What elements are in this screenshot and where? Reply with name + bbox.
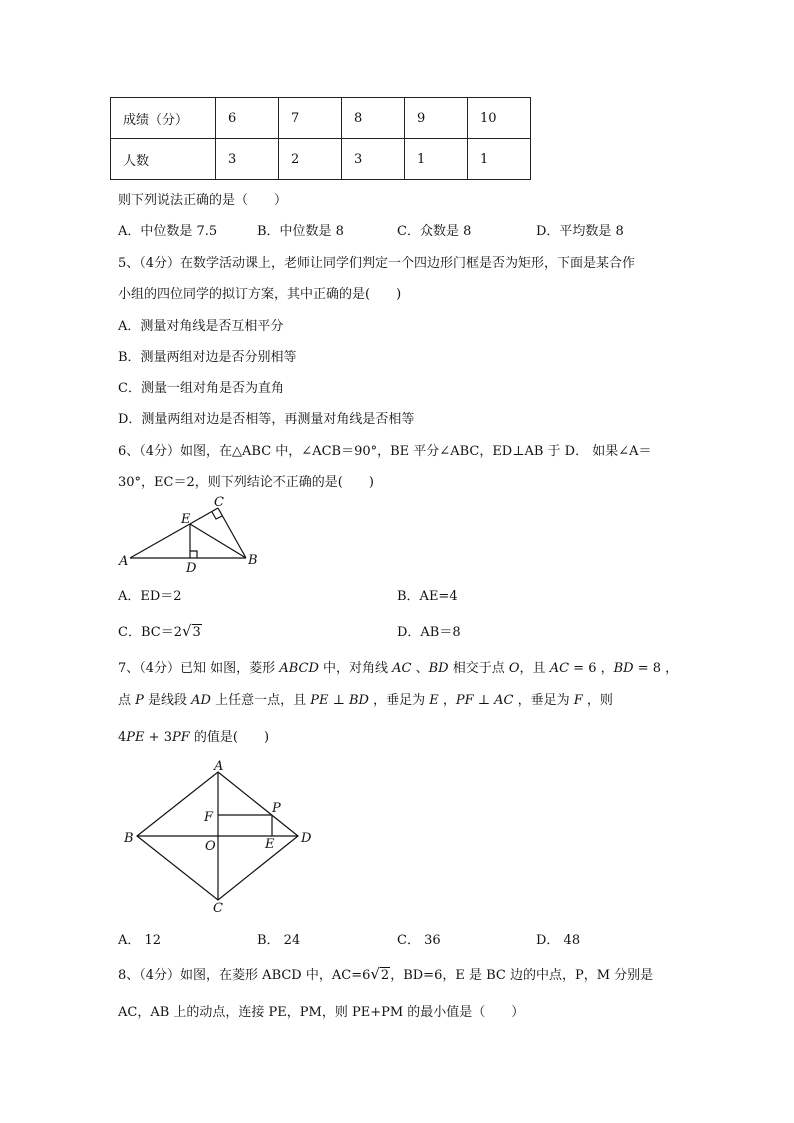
q7-label-b: B	[124, 831, 134, 846]
q7-option-d[interactable]: D． 48	[536, 933, 581, 948]
q7-stem-line3: 4PE + 3PF 的值是( )	[118, 730, 270, 745]
table-cell: 成绩（分）	[111, 98, 216, 139]
table-cell: 7	[279, 98, 342, 139]
q4-option-d[interactable]: D．平均数是 8	[536, 224, 624, 239]
table-cell: 3	[342, 139, 405, 180]
q8-stem-line2: AC，AB 上的动点，连接 PE，PM，则 PE+PM 的最小值是（ ）	[118, 1005, 525, 1020]
sqrt-symbol: √	[370, 965, 380, 983]
q8-stem-line1: 8、（4分）如图，在菱形 ABCD 中，AC=6√2，BD=6，E 是 BC 边的中点，P，M 分别是	[118, 965, 654, 983]
q6-option-d[interactable]: D．AB＝8	[397, 625, 461, 640]
q7-label-o: O	[205, 839, 216, 854]
q7-label-f: F	[204, 810, 214, 825]
q6-option-c-text: C．BC＝2	[118, 625, 182, 640]
q6-stem-line2: 30°，EC＝2，则下列结论不正确的是( )	[118, 475, 374, 490]
q5-option-b[interactable]: B．测量两组对边是否分别相等	[118, 350, 297, 365]
q6-label-c: C	[214, 495, 224, 510]
table-cell: 6	[216, 98, 279, 139]
q7-stem-line1: 7、（4分）已知 如图，菱形 ABCD 中，对角线 AC 、BD 相交于点 O，且 AC = 6 ，BD = 8 ，	[118, 661, 679, 676]
q7-label-e: E	[265, 837, 275, 852]
q7-label-c: C	[213, 901, 223, 916]
sqrt-radicand: 3	[192, 625, 201, 640]
q6-label-a: A	[119, 554, 129, 569]
q7-stem-line2: 点 P 是线段 AD 上任意一点，且 PE ⊥ BD ，垂足为 E ，PF ⊥ AC ，垂足为 F ，则	[118, 693, 613, 708]
sqrt-symbol: √	[181, 622, 192, 640]
q6-stem-line1: 6、（4分）如图，在△ABC 中，∠ACB＝90°，BE 平分∠ABC，ED⊥AB 于 D． 如果∠A＝	[118, 444, 652, 459]
q7-option-a[interactable]: A． 12	[118, 933, 162, 948]
q5-option-d[interactable]: D．测量两组对边是否相等，再测量对角线是否相等	[118, 412, 415, 427]
q7-label-a: A	[214, 759, 224, 774]
table-cell: 1	[468, 139, 531, 180]
q6-option-b[interactable]: B．AE=4	[397, 589, 458, 604]
q4-option-b[interactable]: B．中位数是 8	[257, 224, 344, 239]
q5-option-c[interactable]: C．测量一组对角是否为直角	[118, 381, 284, 396]
q6-option-a[interactable]: A．ED＝2	[118, 589, 182, 604]
q7-option-b[interactable]: B． 24	[257, 933, 301, 948]
q5-stem-line1: 5、（4分）在数学活动课上，老师让同学们判定一个四边形门框是否为矩形，下面是某合作	[118, 256, 636, 271]
q6-label-e: E	[181, 512, 191, 527]
table-row	[111, 98, 531, 139]
score-table	[110, 97, 531, 180]
table-cell: 1	[405, 139, 468, 180]
q5-stem-line2: 小组的四位同学的拟订方案，其中正确的是( )	[118, 287, 402, 302]
q7-label-p: P	[272, 801, 281, 816]
q5-option-a[interactable]: A．测量对角线是否互相平分	[118, 319, 284, 334]
q6-label-b: B	[248, 553, 258, 568]
q4-prompt: 则下列说法正确的是（ ）	[118, 193, 288, 208]
table-cell: 人数	[111, 139, 216, 180]
table-row	[111, 139, 531, 180]
table-cell: 9	[405, 98, 468, 139]
q6-label-d: D	[186, 561, 197, 576]
table-cell: 2	[279, 139, 342, 180]
table-cell: 10	[468, 98, 531, 139]
q4-option-c[interactable]: C．众数是 8	[397, 224, 472, 239]
q4-option-a[interactable]: A．中位数是 7.5	[118, 224, 218, 239]
table-cell: 8	[342, 98, 405, 139]
table-cell: 3	[216, 139, 279, 180]
sqrt-radicand: 2	[380, 968, 390, 983]
q7-option-c[interactable]: C． 36	[397, 933, 441, 948]
q7-label-d: D	[301, 831, 312, 846]
q6-option-c[interactable]	[118, 621, 202, 640]
